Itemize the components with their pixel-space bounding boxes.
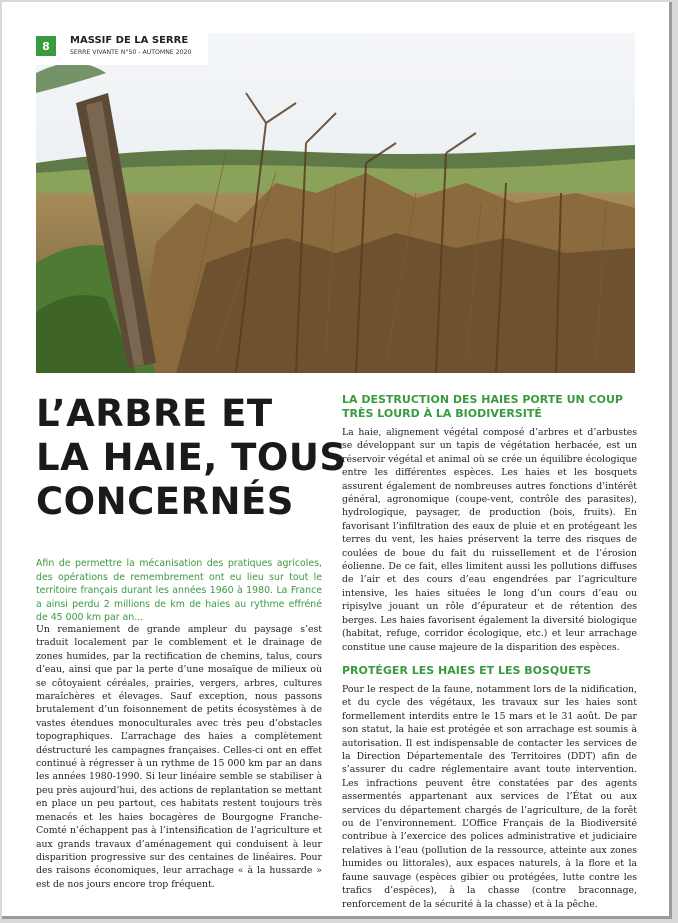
magazine-section: MASSIF DE LA SERRE — [70, 35, 189, 46]
page-number: 8 — [36, 36, 56, 56]
title-line: L’ARBRE ET — [36, 392, 273, 435]
section-heading: PROTÉGER LES HAIES ET LES BOSQUETS — [342, 664, 592, 677]
title-line: CONCERNÉS — [36, 480, 294, 523]
article-lead: Afin de permettre la mécanisation des pratiques agricoles, des opérations de remembrement ont eu lieu sur tout le territoire français durant les années 1960 à 1980. La France a ainsi perdu 2 millions de km de haies au rythme effréné de 45 000 km par an... — [36, 558, 322, 624]
article-body-left: Un remaniement de grande ampleur du paysage s’est traduit localement par le comblement et le drainage de zones humides, par la rectification de chemins, talus, cours d’eau, ainsi que par la perte d’une mosaïque de milieux où se côtoyaient céréales, prairies, vergers, arbres, cultures maraîchères et élevages. Sauf exception, nous passons brutalement d’un foisonnement de petits écosystèmes à de vastes étendues monoculturales avec très peu d’obstacles topographiques. L’arrachage des haies a complètement déstructuré les campagnes françaises. Celles-ci ont en effet continué à régresser à un rythme de 15 000 km par an dans les années 1980-1990. Si leur linéaire semble se stabiliser à peu près aujourd’hui, des actions de replantation se mettant en place un peu partout, ces habitats restent toujours très menacés et les haies bocagères de Bourgogne Franche-Comté n’échappent pas à l’intensification de l’agriculture et aux grands travaux d’aménagement qui conduisent à leur disparition progressive sur des centaines de linéaires. Pour des raisons économiques, leur arrachage « à la hussarde » est de nos jours encore trop fréquent. — [36, 624, 322, 890]
hedge-photo-icon — [36, 33, 635, 373]
issue-label: SERRE VIVANTE N°50 - AUTOMNE 2020 — [70, 49, 192, 56]
section-body: Pour le respect de la faune, notamment lors de la nidification, et du cycle des végétaux, les travaux sur les haies sont formellement interdits entre le 15 mars et le 31 août. De par son statut, la haie est protégée et son arrachage est soumis à autorisation. Il est indispensable de contacter les services de la Direction Départementale des Territoires (DDT) afin de s’assurer du cadre réglementaire avant toute intervention. Les infractions peuvent être constatées par des agents assermentés appartenant aux services de l’État ou aux services du département chargés de l’agriculture, de la forêt ou de l’environnement. L’Office Français de la Biodiversité contribue à l’exercice des polices administrative et judiciaire relatives à l’eau (pollution de la ressource, atteinte aux zones humides ou littorales), aux espaces naturels, à la flore et la faune sauvage (espèces gibier ou protégées, lutte contre les trafics d’espèces), à la chasse (contre braconnage, renforcement de la sécurité à la chasse) et à la pêche. — [342, 684, 637, 910]
title-line: LA HAIE, TOUS — [36, 436, 347, 479]
article-title — [36, 392, 347, 524]
section-heading: LA DESTRUCTION DES HAIES PORTE UN COUP TRÈS LOURD À LA BIODIVERSITÉ — [342, 393, 623, 420]
hedge-photo — [36, 33, 635, 373]
section-body: La haie, alignement végétal composé d’arbres et d’arbustes se développant sur un tapis de végétation herbacée, est un réservoir végétal et animal où se crée un équilibre écologique entre les différentes espèces. Les haies et les bosquets assurent également de nombreuses autres fonctions d’intérêt général, agronomique (coupe-vent, contrôle des parasites), hydrologique, paysager, de production (bois, fruits). En favorisant l’infiltration des eaux de pluie et en protégeant les terres du vent, les haies préservent la terre des risques de coulées de boue du fait du ruissellement et de l’érosion éolienne. De ce fait, elles limitent aussi les pollutions diffuses de l’air et des cours d’eau engendrées par l’agriculture intensive, les haies situées le long d’un cours d’eau ou ripisylve jouant un rôle d’épurateur et de rétention des berges. Les haies favorisent également la diversité biologique (habitat, refuge, corridor écologique, etc.) et leur arrachage constitue une cause majeure de la disparition des espèces. — [342, 427, 637, 653]
page-header — [36, 33, 208, 65]
section-protection — [342, 664, 637, 911]
section-destruction — [342, 393, 637, 654]
magazine-page — [2, 2, 672, 919]
